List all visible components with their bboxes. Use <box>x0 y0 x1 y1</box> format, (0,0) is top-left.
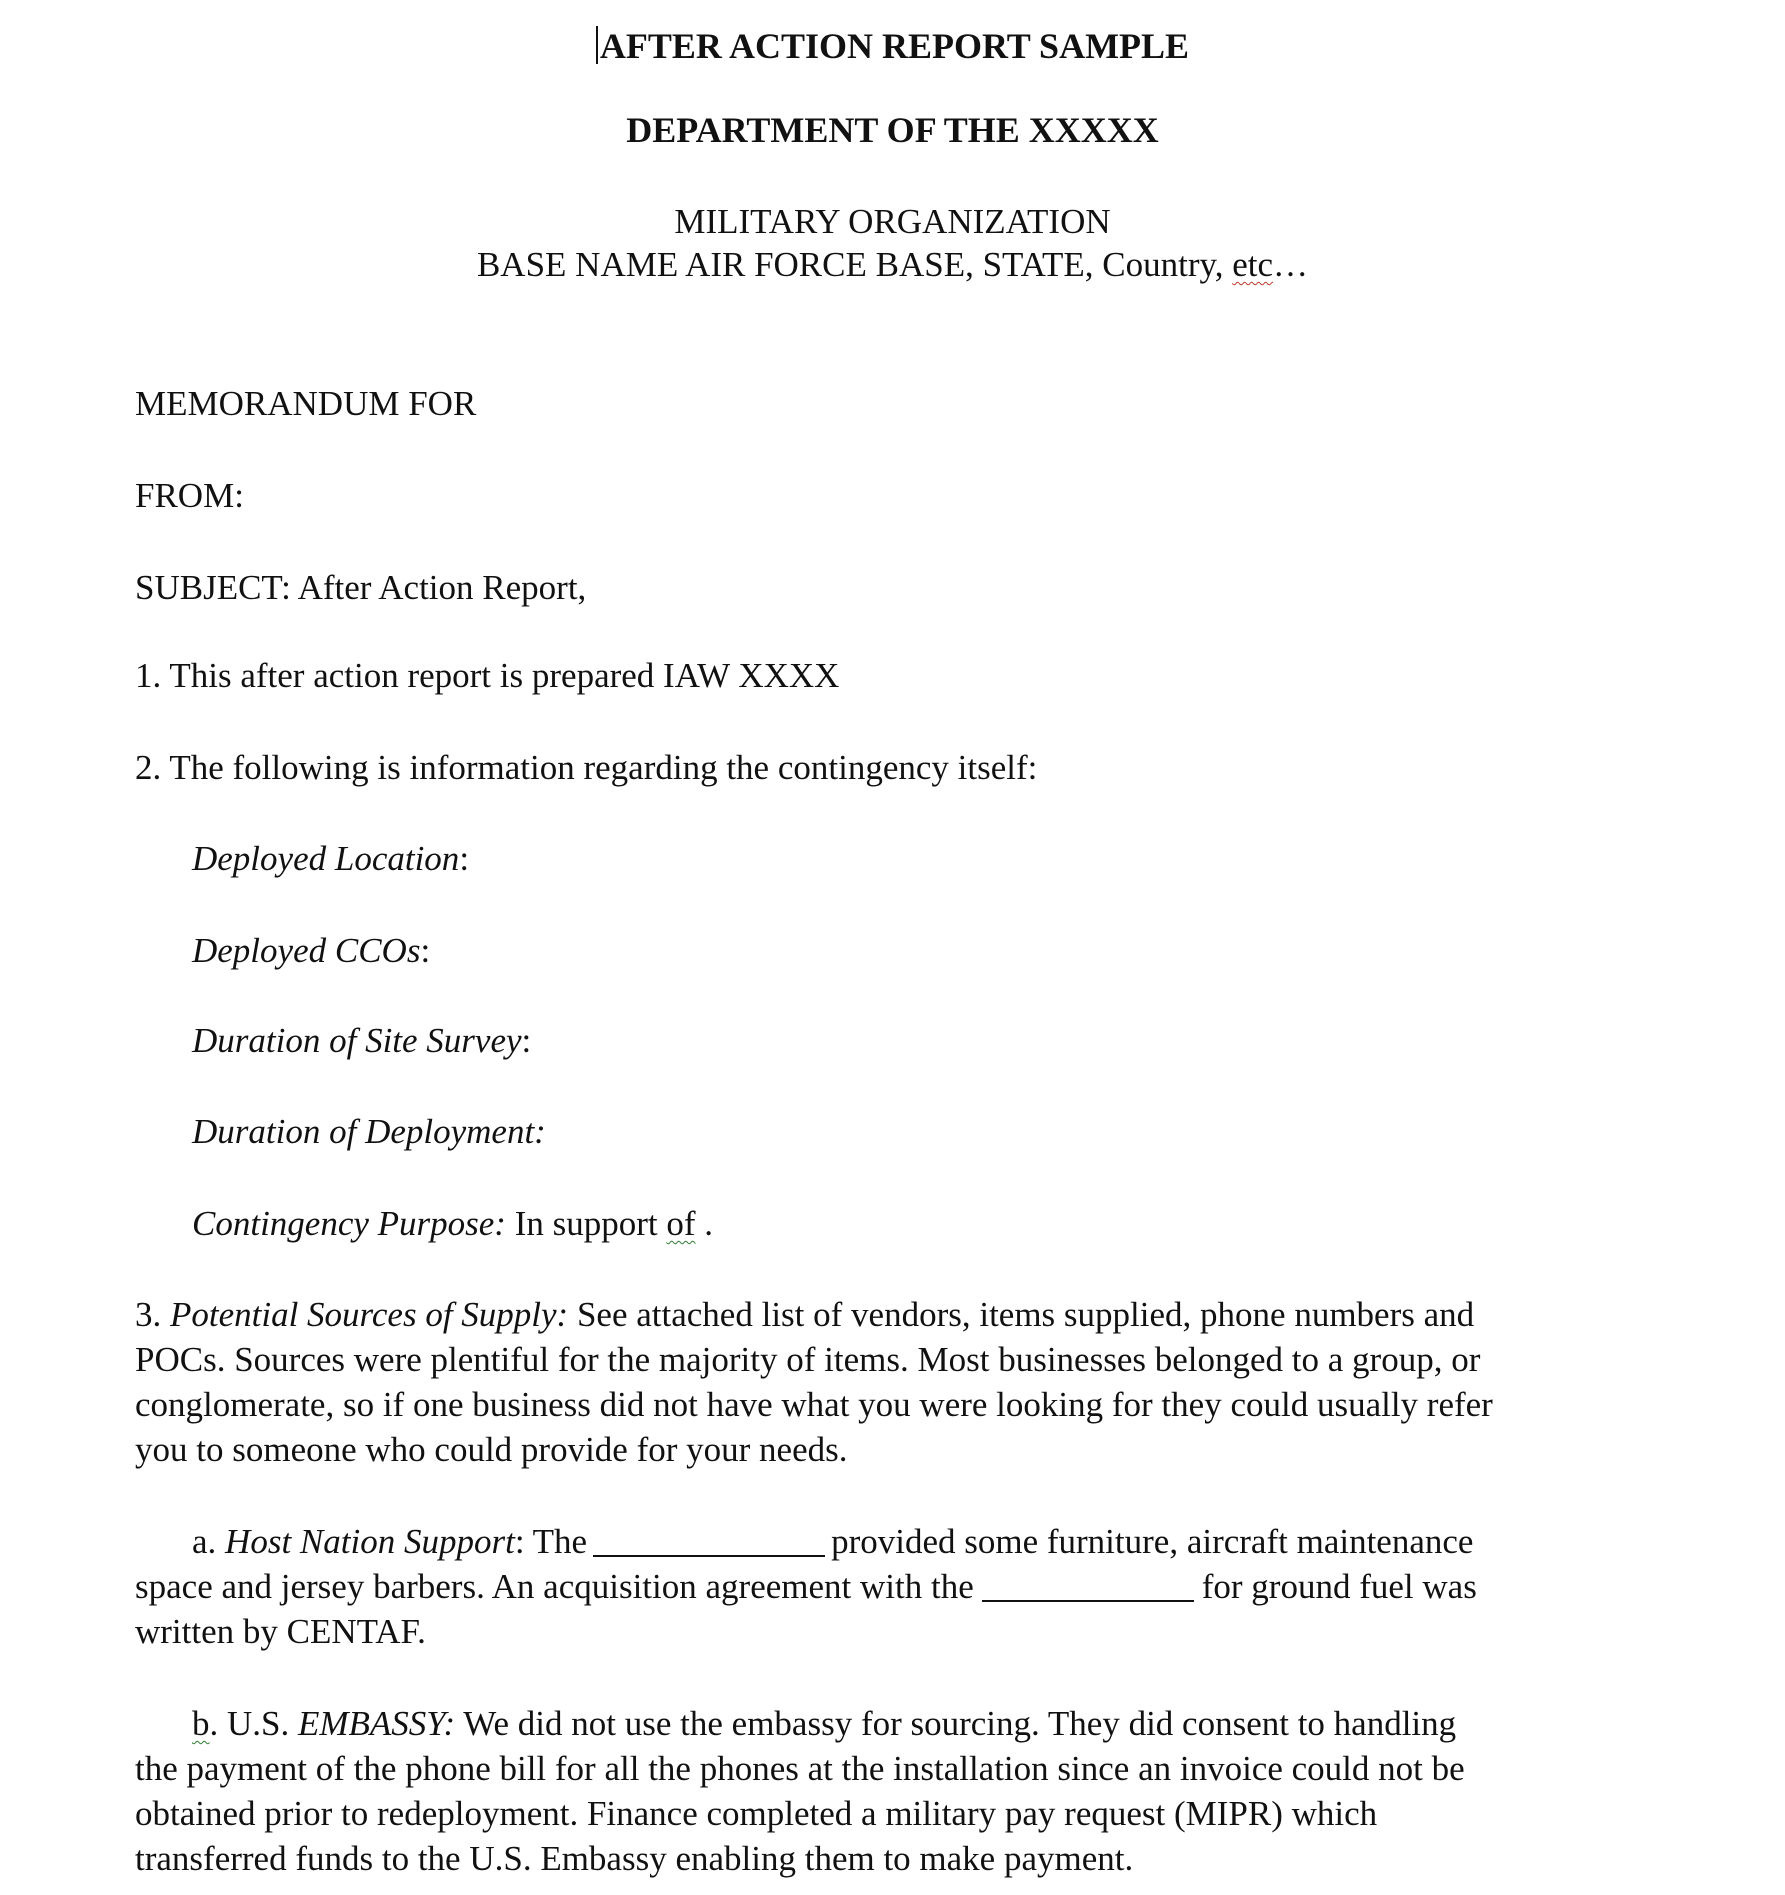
organization-heading: MILITARY ORGANIZATION <box>674 202 1111 241</box>
grammar-flag-of[interactable]: of <box>666 1204 696 1243</box>
embassy-prefix: . U.S. <box>209 1704 298 1743</box>
embassy-line-1 <box>135 1701 1635 1746</box>
contingency-purpose-label: Contingency Purpose: <box>192 1204 506 1243</box>
contingency-purpose-text: In support <box>505 1204 667 1243</box>
host-nation-text-1: : The <box>514 1522 588 1561</box>
host-nation-text-3: space and jersey barbers. An acquisition agreement with the <box>135 1567 974 1606</box>
sources-line-3: conglomerate, so if one business did not have what you were looking for they could usually refer <box>135 1385 1493 1424</box>
embassy-text-1: We did not use the embassy for sourcing. They did consent to handling <box>455 1704 1457 1743</box>
embassy-line-2: the payment of the phone bill for all the phones at the installation since an invoice could not be <box>135 1749 1465 1788</box>
base-name-ellipsis: … <box>1273 245 1309 284</box>
fill-in-blank-2[interactable] <box>982 1570 1194 1602</box>
item-2: 2. The following is information regarding the contingency itself: <box>135 748 1038 787</box>
host-nation-text-4: for ground fuel was <box>1201 1567 1477 1606</box>
host-nation-prefix: a. <box>192 1522 226 1561</box>
deployment-duration-field <box>192 1110 546 1154</box>
subject-line: SUBJECT: After Action Report, <box>135 568 587 607</box>
sources-of-supply-paragraph <box>135 1292 1635 1472</box>
host-nation-text-2: provided some furniture, aircraft maintenance <box>831 1522 1474 1561</box>
sources-line-1 <box>135 1292 1635 1337</box>
embassy-label: EMBASSY: <box>298 1704 456 1743</box>
host-nation-support-paragraph <box>135 1519 1635 1654</box>
from-line: FROM: <box>135 476 244 515</box>
grammar-flag-b[interactable]: b <box>192 1704 210 1743</box>
base-name-text: BASE NAME AIR FORCE BASE, STATE, Country, <box>476 245 1233 284</box>
sources-label: Potential Sources of Supply: <box>170 1295 569 1334</box>
department-heading: DEPARTMENT OF THE XXXXX <box>626 110 1159 150</box>
deployed-ccos-label: Deployed CCOs <box>192 931 421 970</box>
embassy-line-4: transferred funds to the U.S. Embassy enabling them to make payment. <box>135 1839 1134 1878</box>
item-1: 1. This after action report is prepared IAW XXXX <box>135 656 840 695</box>
deployment-duration-label: Duration of Deployment: <box>192 1112 546 1151</box>
deployed-location-field: Deployed Location: <box>192 839 470 878</box>
site-survey-label: Duration of Site Survey <box>192 1021 522 1060</box>
memorandum-for-line: MEMORANDUM FOR <box>135 384 477 423</box>
host-nation-line-1 <box>135 1519 1635 1564</box>
host-nation-line-3: written by CENTAF. <box>135 1612 426 1651</box>
fill-in-blank-1[interactable] <box>593 1525 825 1557</box>
contingency-purpose-end: . <box>695 1204 714 1243</box>
base-name-line <box>0 243 1785 287</box>
host-nation-line-2 <box>135 1564 1635 1609</box>
sources-number: 3. <box>135 1295 170 1334</box>
title-text: AFTER ACTION REPORT SAMPLE <box>599 26 1190 66</box>
spelling-flag-etc[interactable]: etc <box>1232 245 1274 284</box>
sources-line-4: you to someone who could provide for your needs. <box>135 1430 848 1469</box>
deployed-ccos-field: Deployed CCOs: <box>192 931 431 970</box>
host-nation-label: Host Nation Support <box>225 1522 515 1561</box>
deployed-location-label: Deployed Location <box>192 839 460 878</box>
sources-line-2: POCs. Sources were plentiful for the majority of items. Most businesses belonged to a group, or <box>135 1340 1481 1379</box>
document-title[interactable] <box>0 24 1785 68</box>
contingency-purpose-field <box>192 1202 713 1246</box>
sources-text-1: See attached list of vendors, items supplied, phone numbers and <box>568 1295 1475 1334</box>
site-survey-field: Duration of Site Survey: <box>192 1021 532 1060</box>
embassy-line-3: obtained prior to redeployment. Finance completed a military pay request (MIPR) which <box>135 1794 1378 1833</box>
text-cursor <box>596 26 598 64</box>
embassy-paragraph <box>135 1701 1635 1881</box>
